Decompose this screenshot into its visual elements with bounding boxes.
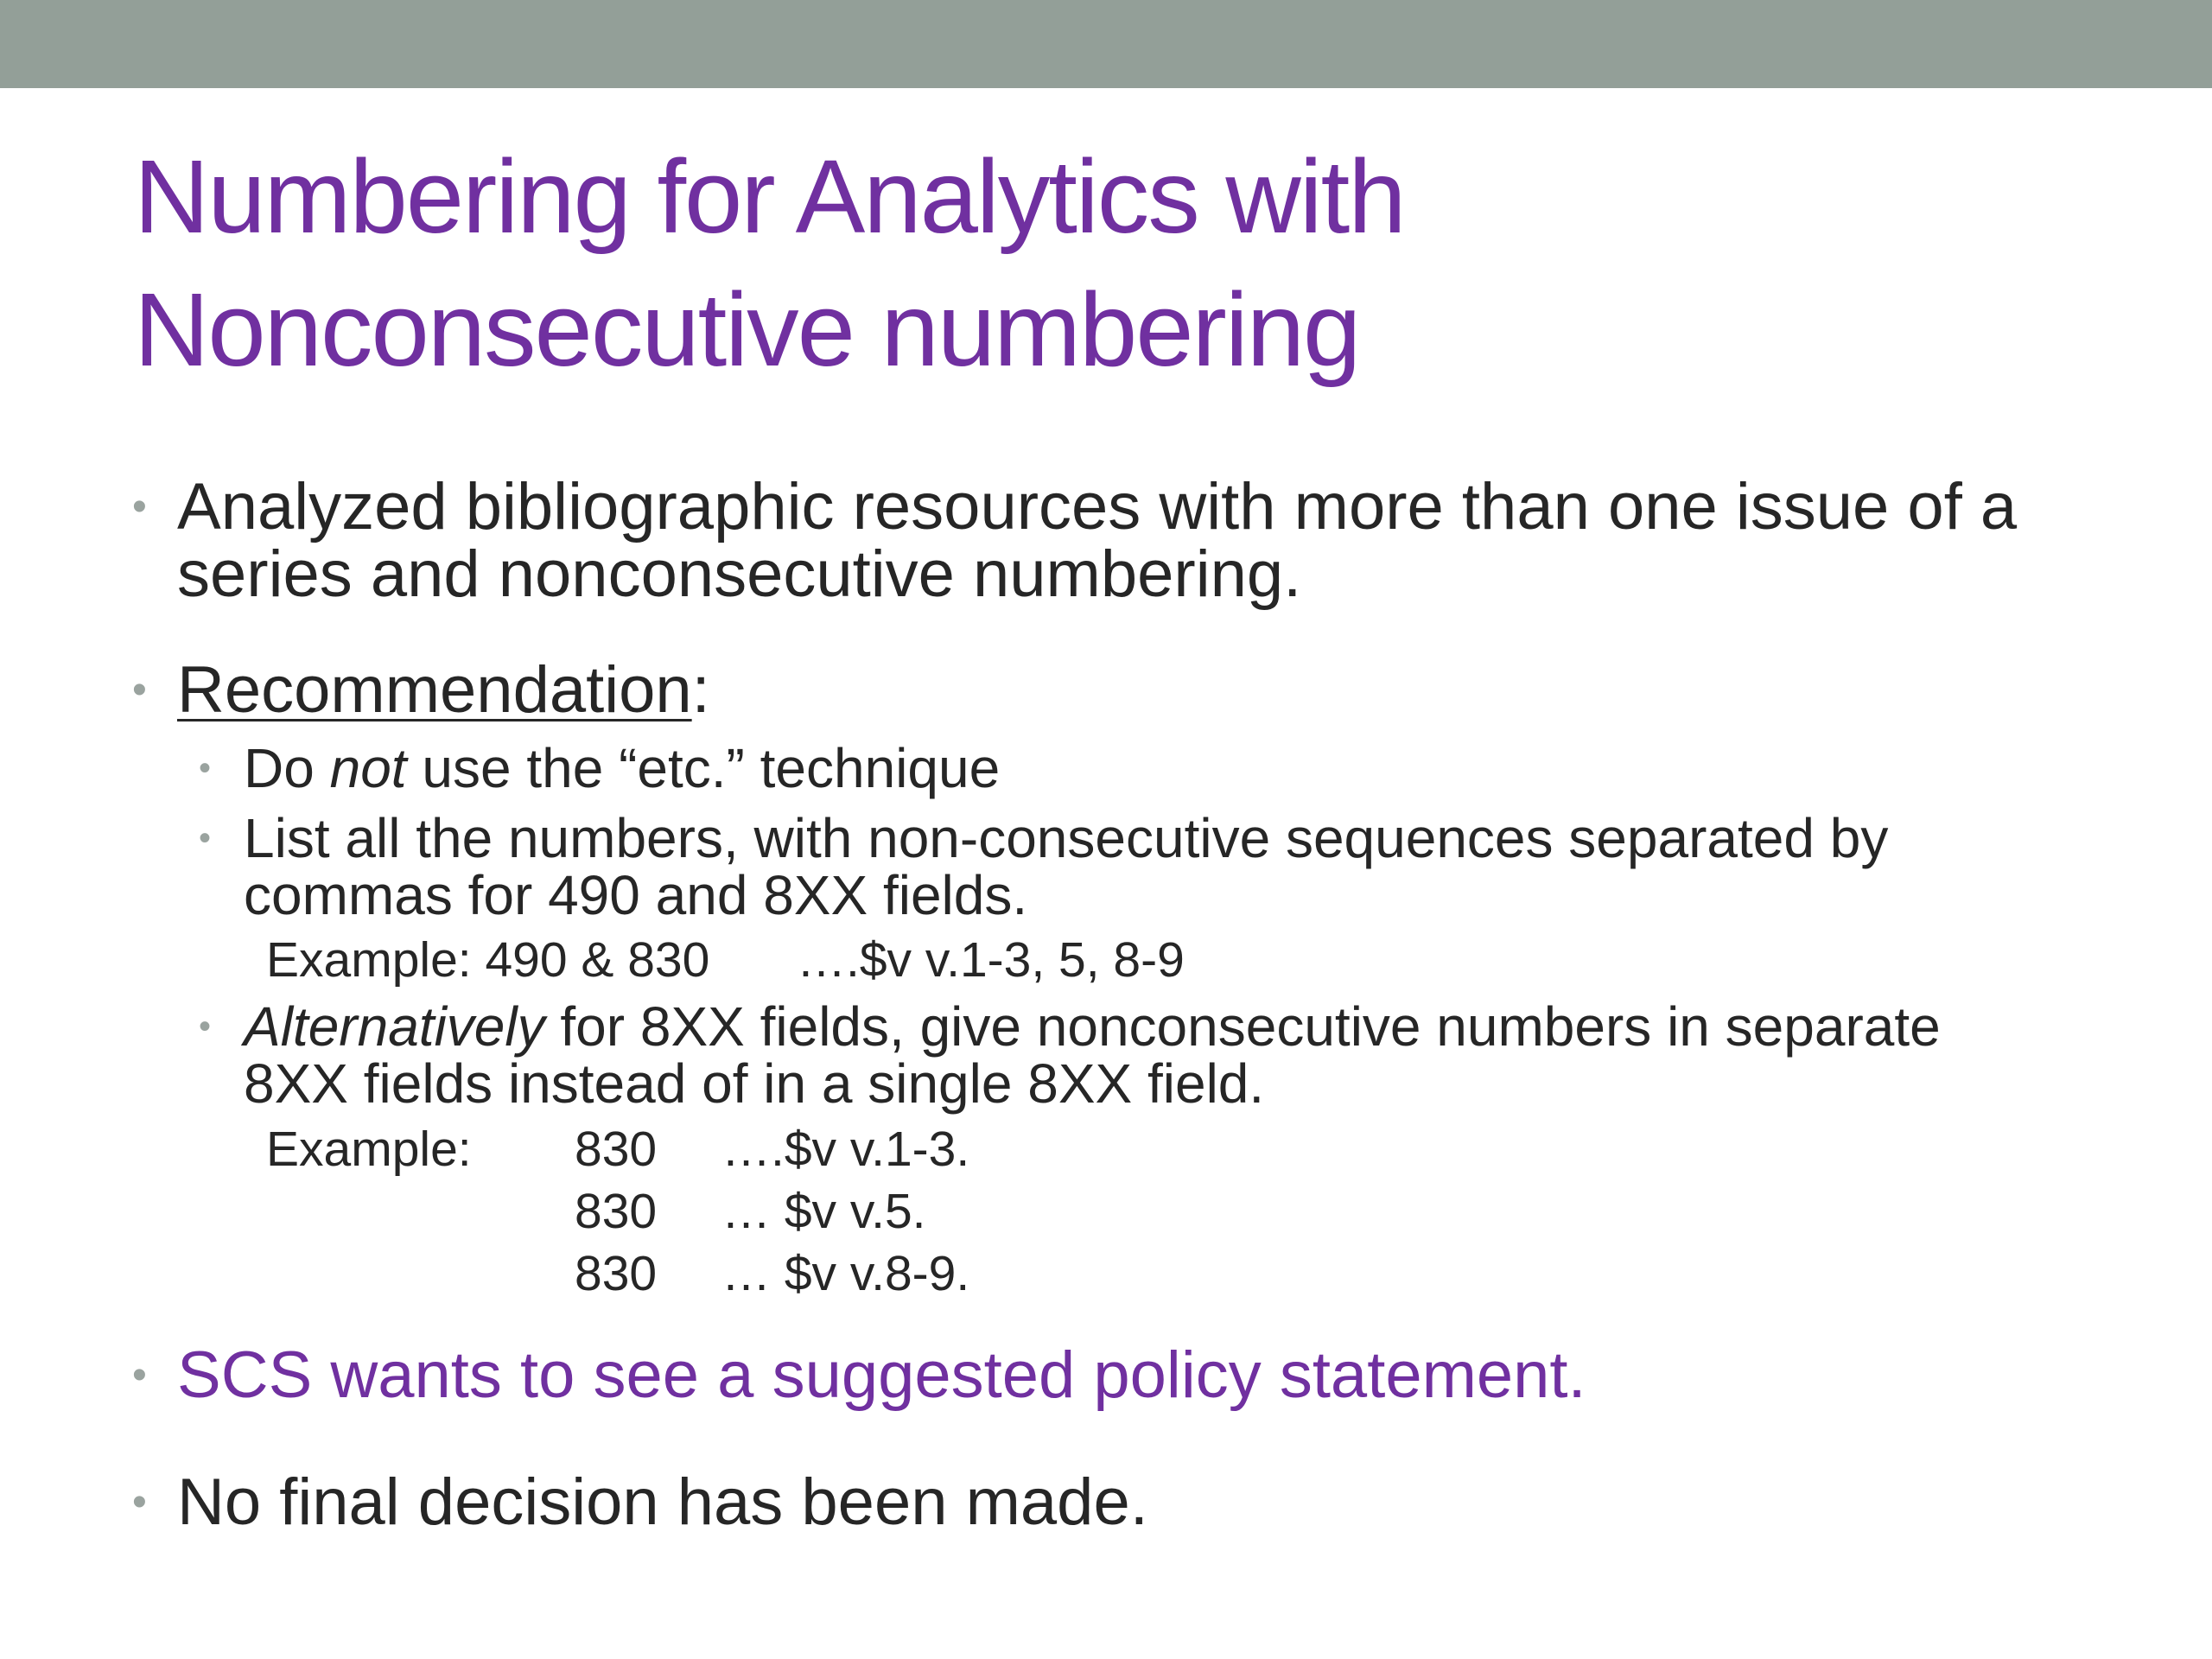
- sub-line: 8XX fields instead of in a single 8XX field.: [244, 1052, 1265, 1115]
- sub-text: use the “etc.” technique: [406, 737, 1001, 799]
- top-bar: [0, 0, 2212, 88]
- title-line-2: Nonconsecutive numbering: [134, 270, 1360, 388]
- example-row-tag: 830: [575, 1122, 658, 1177]
- slide-title: [134, 130, 2121, 396]
- title-line-1: Numbering for Analytics with: [134, 137, 1405, 255]
- example-row-value: ….$v v.1-3.: [721, 1122, 970, 1177]
- sub-text: Do: [244, 737, 330, 799]
- example-row-value: … $v v.5.: [721, 1184, 926, 1239]
- emphasis-not: not: [329, 737, 407, 799]
- sub-line: [244, 995, 1941, 1058]
- sub-bullet-alternatively: [244, 995, 1941, 1115]
- recommendation-label: Recommendation: [177, 653, 692, 727]
- sub-line: List all the numbers, with non-consecutive sequences separated by: [244, 807, 1889, 869]
- bullet-analyzed-resources: [177, 470, 2018, 611]
- bullet-dot: •: [132, 1352, 147, 1398]
- sub-bullet-do-not: [244, 737, 1001, 799]
- bullet-scs-policy: SCS wants to see a suggested policy statement.: [177, 1338, 1586, 1412]
- emphasis-alternatively: Alternatively: [244, 995, 545, 1058]
- bullet-no-final-decision: No final decision has been made.: [177, 1465, 1148, 1539]
- example-row-value: … $v v.8-9.: [721, 1246, 970, 1301]
- sub-bullet-dot: •: [199, 819, 212, 857]
- example-830-label: Example:: [266, 1122, 472, 1177]
- bullet-dot: •: [132, 667, 147, 713]
- sub-text: for 8XX fields, give nonconsecutive numbers in separate: [544, 995, 1941, 1058]
- recommendation-colon: :: [691, 653, 710, 727]
- example-row-tag: 830: [575, 1246, 658, 1301]
- bullet-line: Analyzed bibliographic resources with more than one issue of a: [177, 470, 2018, 543]
- example-row-tag: 830: [575, 1184, 658, 1239]
- example-490-830-value: ….$v v.1-3, 5, 8-9: [797, 932, 1185, 988]
- bullet-dot: •: [132, 1479, 147, 1525]
- example-490-830-label: Example: 490 & 830: [266, 932, 710, 988]
- sub-bullet-dot: •: [199, 1007, 212, 1046]
- bullet-dot: •: [132, 484, 147, 530]
- sub-line: commas for 490 and 8XX fields.: [244, 864, 1028, 926]
- sub-bullet-dot: •: [199, 749, 212, 787]
- bullet-recommendation: [177, 653, 710, 727]
- sub-bullet-list-numbers: [244, 807, 1889, 926]
- bullet-line: series and nonconsecutive numbering.: [177, 537, 1302, 611]
